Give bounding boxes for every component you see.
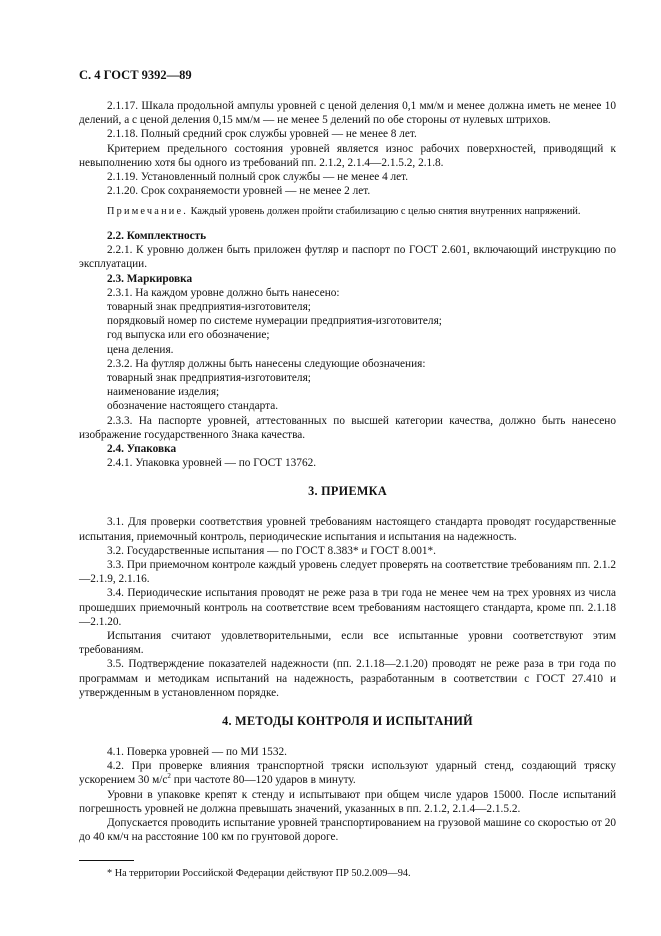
paragraph-2-4-1: 2.4.1. Упаковка уровней — по ГОСТ 13762. [107, 457, 317, 470]
paragraph-3-3: 3.3. При приемочном контроле каждый уровень следует проверять на соответствие требованиям пп. 2.1.2—2.1.9, 2.1.16. [79, 558, 616, 586]
paragraph-2-1-20: 2.1.20. Срок сохраняемости уровней — не менее 2 лет. [107, 185, 371, 198]
running-head: С. 4 ГОСТ 9392—89 [79, 68, 192, 82]
paragraph-4-2-text-b: при частоте 80—120 ударов в минуту. [170, 774, 356, 787]
heading-2-2: 2.2. Комплектность [107, 229, 207, 242]
document-page [79, 68, 616, 880]
paragraph-2-3-3: 2.3.3. На паспорте уровней, аттестованных по высшей категории качества, должно быть нанесено изображение государственного Знака качества. [79, 414, 616, 441]
paragraph-criterion: Критерием предельного состояния уровней является износ рабочих поверхностей, приводящий к невыполнению хотя бы одного из требований пп. 2.1.2, 2.1.4—2.1.5.2, 2.1.8. [79, 142, 616, 169]
paragraph-2-1-18: 2.1.18. Полный средний срок службы уровней — не менее 8 лет. [107, 128, 417, 141]
heading-2-4: 2.4. Упаковка [107, 442, 177, 455]
list-item: товарный знак предприятия-изготовителя; [107, 300, 311, 313]
note-label: Примечание. [107, 206, 189, 218]
list-item: обозначение настоящего стандарта. [107, 400, 279, 413]
paragraph-4-1: 4.1. Поверка уровней — по МИ 1532. [107, 746, 287, 759]
list-item: цена деления. [107, 343, 174, 356]
list-item: наименование изделия; [107, 386, 220, 399]
paragraph-2-3-2: 2.3.2. На футляр должны быть нанесены следующие обозначения: [107, 357, 426, 370]
list-item: год выпуска или его обозначение; [107, 329, 270, 342]
paragraph-2-1-19: 2.1.19. Установленный полный срок службы — не менее 4 лет. [107, 171, 409, 184]
paragraph-2-2-1: 2.2.1. К уровню должен быть приложен футляр и паспорт по ГОСТ 2.601, включающий инструкцию по эксплуатации. [79, 244, 616, 271]
note [79, 205, 616, 219]
note-text: Каждый уровень должен пройти стабилизацию с целью снятия внутренних напряжений. [188, 206, 581, 218]
paragraph-2-1-17: 2.1.17. Шкала продольной ампулы уровней с ценой деления 0,1 мм/м и менее должна иметь не менее 10 делений, а с ценой деления 0,15 мм/м — не менее 5 делений по обе стороны от нулевых штрихов. [79, 100, 616, 127]
heading-2-3: 2.3. Маркировка [107, 272, 193, 285]
footnote-divider [79, 860, 134, 861]
paragraph-3-4: 3.4. Периодические испытания проводят не реже раза в три года не менее чем на трех уровнях из числа прошедших приемочный контроль на соответствие всем требованиям настоящего стандарта, кроме пп. 2.1.18—2.1.20. [79, 587, 616, 628]
section-title-acceptance: 3. ПРИЕМКА [308, 484, 387, 499]
paragraph-4-2c: Уровни в упаковке крепят к стенду и испытывают при общем числе ударов 15000. После испытаний погрешность уровней не должна превышать значений, указанных в пп. 2.1.2, 2.1.4—2.1.5.2. [79, 788, 616, 815]
list-item: порядковый номер по системе нумерации предприятия-изготовителя; [107, 315, 442, 328]
paragraph-4-2-text-a: 4.2. При проверке влияния транспортной тряски используют ударный стенд, создающий тряску ускорением 30 м/с [79, 760, 616, 787]
paragraph-3-1: 3.1. Для проверки соответствия уровней требованиям настоящего стандарта проводят государственные испытания, приемочный контроль, периодические испытания и испытания на надежность. [79, 516, 616, 543]
paragraph-2-3-1: 2.3.1. На каждом уровне должно быть нанесено: [107, 286, 340, 299]
list-item: товарный знак предприятия-изготовителя; [107, 371, 311, 384]
paragraph-3-2: 3.2. Государственные испытания — по ГОСТ 8.383* и ГОСТ 8.001*. [107, 544, 436, 557]
section-title-methods: 4. МЕТОДЫ КОНТРОЛЯ И ИСПЫТАНИЙ [222, 714, 473, 729]
footnote: * На территории Российской Федерации действуют ПР 50.2.009—94. [107, 868, 411, 880]
superscript: 2 [167, 772, 171, 781]
paragraph-4-2 [79, 759, 616, 787]
paragraph-3-4b: Испытания считают удовлетворительными, если все испытанные уровни соответствуют этим требованиям. [79, 630, 616, 657]
paragraph-4-2d: Допускается проводить испытание уровней транспортированием на грузовой машине со скоростью от 20 до 40 км/ч на расстояние 100 км по грунтовой дороге. [79, 817, 616, 844]
paragraph-3-5: 3.5. Подтверждение показателей надежности (пп. 2.1.18—2.1.20) проводят не реже раза в три года по программам и методикам испытаний на надежность, разработанным в соответствии с ГОСТ 27.410 и утвержденным в установленном порядке. [79, 658, 616, 699]
